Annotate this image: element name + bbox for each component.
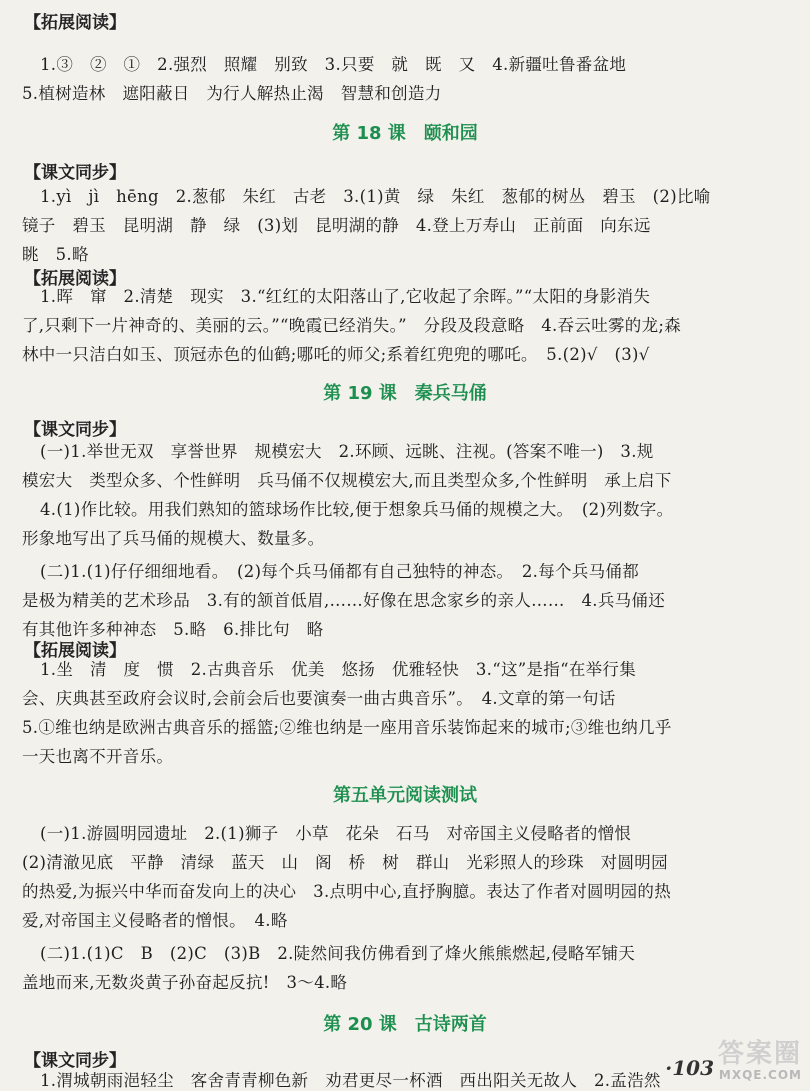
answer-line: 镜子 碧玉 昆明湖 静 绿 (3)划 昆明湖的静 4.登上万寿山 正前面 向东远 xyxy=(22,216,651,235)
answer-line: 1.坐 清 度 惯 2.古典音乐 优美 悠扬 优雅轻快 3.“这”是指“在举行集 xyxy=(40,660,637,679)
site-watermark xyxy=(682,1040,802,1086)
answer-line: 1.yì jì hēng 2.葱郁 朱红 古老 3.(1)黄 绿 朱红 葱郁的树丛 碧玉 (2)比喻 xyxy=(40,187,711,206)
answer-line: 的热爱,为振兴中华而奋发向上的决心 3.点明中心,直抒胸臆。表达了作者对圆明园的热 xyxy=(22,882,672,901)
answer-line: 5.①维也纳是欧洲古典音乐的摇篮;②维也纳是一座用音乐装饰起来的城市;③维也纳几乎 xyxy=(22,718,672,737)
section-label: 【课文同步】 xyxy=(24,420,126,440)
answer-line: 眺 5.略 xyxy=(22,245,89,264)
lesson-title: 第五单元阅读测试 xyxy=(333,785,477,806)
answer-line: 4.(1)作比较。用我们熟知的篮球场作比较,便于想象兵马俑的规模之大。 (2)列数字。 xyxy=(40,500,674,519)
section-label: 【课文同步】 xyxy=(24,163,126,183)
answer-line: 模宏大 类型众多、个性鲜明 兵马俑不仅规模宏大,而且类型众多,个性鲜明 承上启下 xyxy=(22,471,672,490)
answer-line: 有其他许多种神态 5.略 6.排比句 略 xyxy=(22,620,324,639)
section-label: 【拓展阅读】 xyxy=(24,641,126,661)
answer-line: 1.③ ② ① 2.强烈 照耀 别致 3.只要 就 既 又 4.新疆吐鲁番盆地 xyxy=(40,55,627,74)
answer-line: (一)1.游圆明园遗址 2.(1)狮子 小草 花朵 石马 对帝国主义侵略者的憎恨 xyxy=(40,824,632,843)
lesson-title: 第 19 课 秦兵马俑 xyxy=(323,383,487,404)
answer-line: 了,只剩下一片神奇的、美丽的云。”“晚霞已经消失。” 分段及段意略 4.吞云吐雾的龙;森 xyxy=(22,316,682,335)
answer-line: 形象地写出了兵马俑的规模大、数量多。 xyxy=(22,529,325,548)
section-label: 【拓展阅读】 xyxy=(24,269,126,289)
watermark-logo-text: 答案圈 xyxy=(717,1039,802,1069)
answer-line: (二)1.(1)C B (2)C (3)B 2.陡然间我仿佛看到了烽火熊熊燃起,侵略军铺天 xyxy=(40,944,636,963)
page-number: ·103 xyxy=(665,1056,714,1080)
answer-line: 林中一只洁白如玉、顶冠赤色的仙鹤;哪吒的师父;系着红兜兜的哪吒。 5.(2)√ (3)√ xyxy=(22,345,650,364)
answer-line: 1.渭城朝雨浥轻尘 客舍青青柳色新 劝君更尽一杯酒 西出阳关无故人 2.孟浩然 xyxy=(40,1071,661,1090)
section-label: 【课文同步】 xyxy=(24,1051,126,1071)
answer-line: 爱,对帝国主义侵略者的憎恨。 4.略 xyxy=(22,911,288,930)
section-label: 【拓展阅读】 xyxy=(24,13,126,33)
answer-line: 5.植树造林 遮阳蔽日 为行人解热止渴 智慧和创造力 xyxy=(22,84,442,103)
answer-line: (一)1.举世无双 享誉世界 规模宏大 2.环顾、远眺、注视。(答案不唯一) 3.规 xyxy=(40,442,654,461)
answer-line: (2)清澈见底 平静 清绿 蓝天 山 阁 桥 树 群山 光彩照人的珍珠 对圆明园 xyxy=(22,853,668,872)
lesson-title: 第 20 课 古诗两首 xyxy=(323,1014,487,1035)
answer-line: 一天也离不开音乐。 xyxy=(22,747,174,766)
answer-line: 是极为精美的艺术珍品 3.有的颔首低眉,……好像在思念家乡的亲人…… 4.兵马俑还 xyxy=(22,591,666,610)
lesson-title: 第 18 课 颐和园 xyxy=(332,123,478,144)
answer-line: 会、庆典甚至政府会议时,会前会后也要演奏一曲古典音乐”。 4.文章的第一句话 xyxy=(22,689,616,708)
answer-line: 1.晖 窜 2.清楚 现实 3.“红红的太阳落山了,它收起了余晖。”“太阳的身影消失 xyxy=(40,287,651,306)
answer-line: (二)1.(1)仔仔细细地看。 (2)每个兵马俑都有自己独特的神态。 2.每个兵马俑都 xyxy=(40,562,640,581)
answer-line: 盖地而来,无数炎黄子孙奋起反抗! 3～4.略 xyxy=(22,973,348,992)
watermark-url: MXQE.COM xyxy=(718,1068,802,1082)
